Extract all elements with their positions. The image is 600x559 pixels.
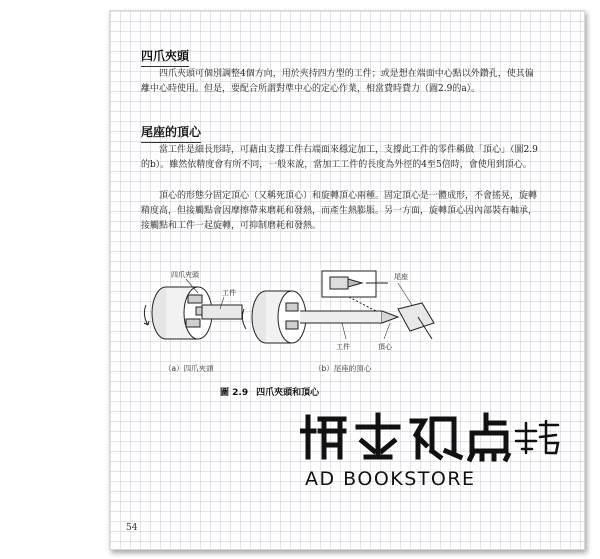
label-chuck: 四爪夾頭: [171, 271, 199, 279]
bookstore-logo: [300, 411, 560, 463]
bookstore-watermark: [300, 411, 600, 501]
bookstore-name: AD BOOKSTORE: [305, 468, 476, 490]
label-center: 頂心: [378, 343, 392, 351]
paragraph-tailstock-center-2: 頂心的形態分固定頂心（又稱死頂心）和旋轉頂心兩種。固定頂心是一體成形，不會搖晃，旋轉精度高，但接觸點會因摩擦帶來磨耗和發熱，而產生熱膨脹。另一方面，旋轉頂心因內部裝有軸承，接觸點和工件一起旋轉，可抑制磨耗和發熱。: [141, 191, 538, 231]
subcaption-a: （a）四爪夾頭: [164, 364, 214, 373]
figure-caption-title: 四爪夾頭和頂心: [256, 388, 320, 398]
section-heading-four-jaw-chuck: 四爪夾頭: [141, 47, 189, 67]
book-page: [109, 10, 585, 550]
label-workpiece-b: 工件: [336, 343, 350, 351]
tailstock-center-drawing: [242, 271, 434, 343]
figure-caption: [220, 385, 319, 398]
subcaption-b: （b）尾座的頂心: [314, 364, 372, 373]
paragraph-tailstock-center-1: 當工件是細長形時，可藉由支撐工件右端面來穩定加工，支撐此工件的零件稱做「頂心」（圖2.9的b）。雖然依精度會有所不同，一般來說，當加工工件的長度為外徑的4至5倍時，會使用到頂心。: [141, 145, 538, 170]
figure-caption-number: 圖 2.9: [220, 388, 249, 398]
label-tailstock: 尾座: [394, 273, 408, 281]
page-number: 54: [126, 523, 138, 533]
section-heading-tailstock-center: 尾座的頂心: [141, 123, 201, 143]
paragraph-four-jaw-chuck: 四爪夾頭可個別調整4個方向，用於夾持四方型的工件；或是想在端面中心點以外鑽孔，使其偏離中心時使用。但是，要配合所謂對準中心的定心作業，相當費時費力（圖2.9的a）。: [141, 69, 534, 94]
label-workpiece-a: 工件: [222, 289, 236, 297]
figure-2-9: [136, 265, 466, 385]
